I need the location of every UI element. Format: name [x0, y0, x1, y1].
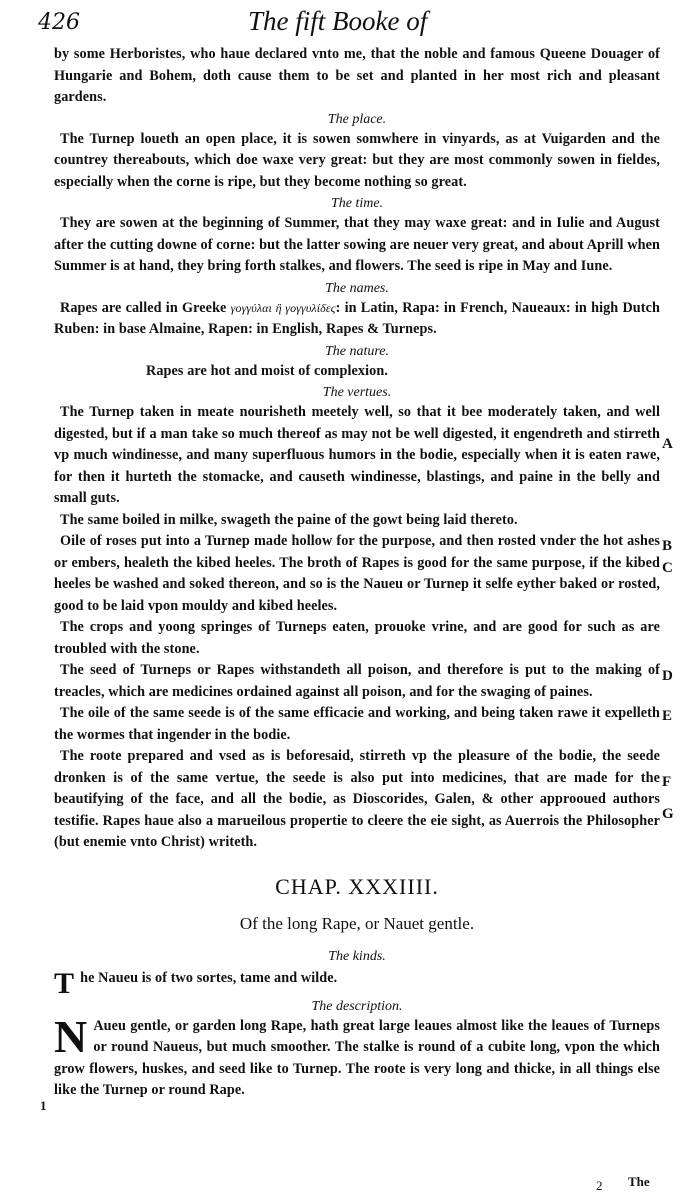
vertue-paragraph-5: The seed of Turneps or Rapes withstandeth all poison, and therefore is put to the making of treacles, which are medicines ordained against all poison, and for the swaging of paines. [54, 662, 660, 700]
vertue-paragraph-6: The oile of the same seede is of the same efficacie and working, and being taken rawe it expelleth the wormes that ingender in the bodie. [54, 705, 660, 743]
section-heading-names: The names. [325, 280, 389, 296]
running-title: The fift Booke of [248, 6, 428, 36]
section-heading-description: The description. [311, 998, 403, 1014]
kinds-text: he Naueu is of two sortes, tame and wilde. [80, 969, 338, 986]
margin-letter-a: A [662, 436, 673, 452]
description-dropcap: N [54, 1010, 88, 1062]
vertue-paragraph-3: Oile of roses put into a Turnep made hollow for the purpose, and then rosted vnder the hot ashes or embers, healeth the kibed heeles. The broth of Rapes is good for the same purpose, if the kibed heeles be washed and soked thereon, and so is the Naueu or Turnep it selfe eyther baked or rosted, good to be laid vpon mouldy and kibed heeles. [54, 533, 660, 614]
kinds-paragraph [54, 966, 660, 1000]
section-heading-time: The time. [330, 196, 384, 211]
section-heading-vertues: The vertues. [322, 385, 392, 400]
names-paragraph [54, 298, 660, 341]
page-header [38, 6, 658, 46]
section-heading-nature: The nature. [324, 343, 390, 359]
page-body [54, 44, 660, 1102]
margin-letter-g: G [662, 806, 674, 822]
vertue-paragraph-1: The Turnep taken in meate nourisheth meetely well, so that it bee moderately taken, and well digested, but if a man take so much thereof as may not be well digested, it engendreth and stirreth vp much windinesse, and many superfluous humors in the bodie, especially when it is eaten rawe, for then it hurteth the stomacke, and causeth windinesse, blastings, and paine in the belly and small guts. [54, 404, 660, 506]
greek-names: γογγύλαι ἢ γογγυλίδες [230, 300, 336, 315]
signature-mark: 2 [596, 1178, 603, 1193]
vertue-paragraph-4: The crops and yoong springes of Turneps eaten, prouoke vrine, and are good for such as are troubled with the stone. [54, 619, 660, 657]
place-paragraph: The Turnep loueth an open place, it is sowen somwhere in vinyards, as at Vuigarden and the countrey thereabouts, which doe waxe very great: but they are most commonly sowen in fieldes, especially when the corne is ripe, but they become nothing so great. [54, 130, 660, 190]
margin-letter-f: F [662, 774, 672, 790]
kinds-dropcap: T [54, 966, 75, 1000]
time-paragraph: They are sowen at the beginning of Summer, that they may waxe great: and in Iulie and August after the cutting downe of corne: but the latter sowing are neuer very great, and about Aprill when Summer is at hand, they bring forth stalkes, and flowers. The seed is ripe in May and Iune. [54, 215, 660, 274]
margin-letter-b: B [662, 538, 673, 554]
chapter-heading: CHAP. XXXIIII. [275, 873, 439, 899]
names-pre: Rapes are called in Greeke [60, 299, 227, 316]
catchword: The [628, 1174, 650, 1189]
description-text: Aueu gentle, or garden long Rape, hath great large leaues almost like the leaues of Turneps or round Naueus, but much smoother. The stalke is round of a cubite long, vpon the which grow flowers, huskes, and seed like to Turnep. The roote is very long and thicke, in all things else like the Turnep or round Rape. [54, 1017, 660, 1098]
page-number: 426 [38, 10, 80, 35]
chapter-title: Of the long Rape, or Nauet gentle. [239, 913, 475, 933]
margin-number-1: 1 [40, 1098, 47, 1113]
section-heading-kinds: The kinds. [328, 948, 386, 964]
section-heading-place: The place. [327, 111, 387, 127]
vertue-paragraph-2: The same boiled in milke, swageth the paine of the gowt being laid thereto. [60, 511, 518, 528]
margin-letter-d: D [662, 668, 673, 684]
margin-letter-e: E [662, 708, 673, 724]
nature-paragraph: Rapes are hot and moist of complexion. [146, 362, 388, 379]
description-paragraph [54, 1010, 660, 1102]
vertue-paragraph-7: The roote prepared and vsed as is beforesaid, stirreth vp the pleasure of the bodie, the seede dronken is of the same vertue, the seede is also put into medicines, that are made for the beautifying of the face, and all the bodie, as Dioscorides, Galen, & other approoued authors testifie. Rapes haue also a marueilous propertie to cleere the eie sight, as Auerrois the Philosopher (but enemie vnto Christ) writeth. [54, 748, 660, 850]
intro-paragraph: by some Herboristes, who haue declared vnto me, that the noble and famous Queene Douager of Hungarie and Bohem, doth cause them to be set and planted in her most rich and pleasant gardens. [54, 46, 660, 105]
margin-letter-c: C [662, 560, 673, 576]
names-post: : in Latin, Rapa: in French, Naueaux: in high Dutch Ruben: in base Almaine, Rapen: in English, Rapes & Turneps. [54, 299, 661, 337]
